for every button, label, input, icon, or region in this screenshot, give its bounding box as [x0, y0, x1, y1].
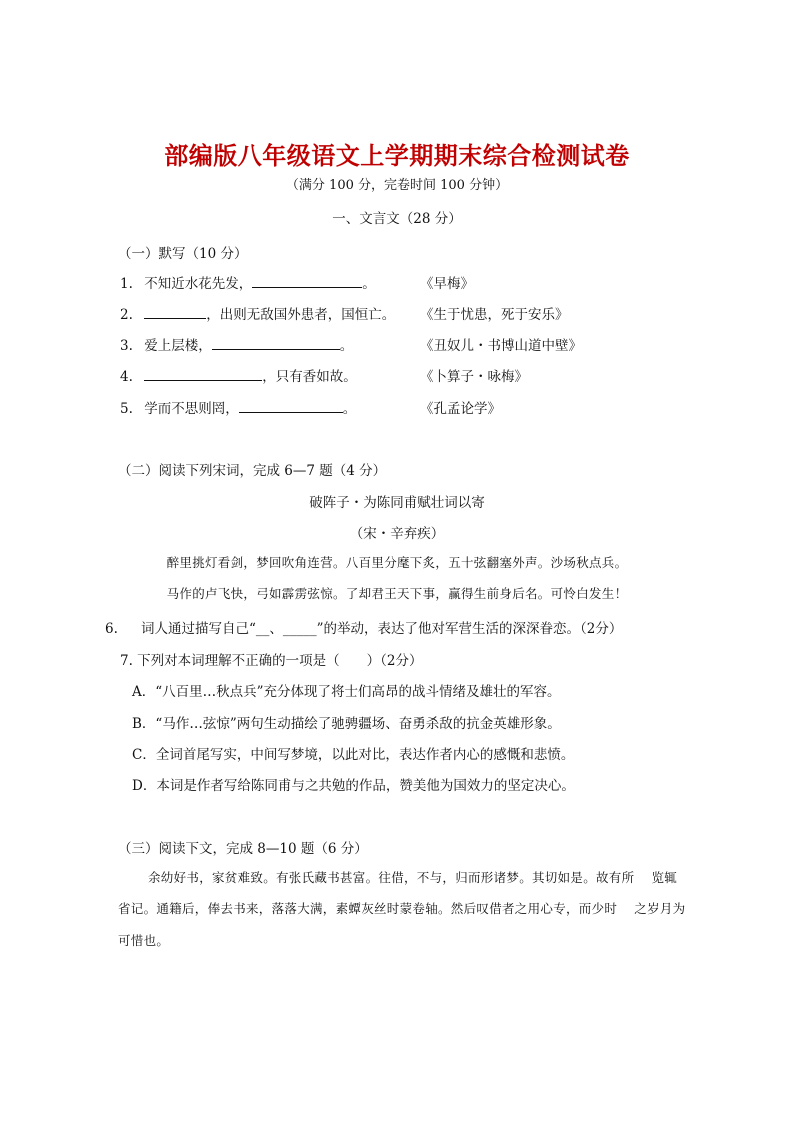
section-heading-classical-chinese: 一、文言文（28 分） — [332, 211, 462, 227]
question-3-source: 《丑奴儿・书博山道中壁》 — [420, 338, 582, 354]
option-c: C．全词首尾写实，中间写梦境，以此对比，表达作者内心的感慨和悲愤。 — [132, 747, 575, 763]
poem-author: （宋・辛弃疾） — [349, 526, 445, 542]
question-number: 2. — [120, 307, 133, 323]
question-4-source: 《卜算子・咏梅》 — [420, 369, 528, 385]
question-number: 4. — [120, 369, 133, 385]
exam-subtitle: （满分 100 分，完卷时间 100 分钟） — [285, 178, 509, 193]
question-number: 5. — [120, 401, 133, 417]
answer-blank[interactable] — [212, 335, 340, 350]
question-5 — [120, 397, 356, 417]
question-1-source: 《早梅》 — [420, 276, 474, 292]
question-4 — [120, 365, 357, 385]
question-6 — [105, 617, 622, 637]
question-2-source: 《生于忧患，死于安乐》 — [420, 307, 569, 323]
answer-blank[interactable] — [144, 304, 206, 319]
part3-heading: （三）阅读下文，完成 8—10 题（6 分） — [118, 841, 368, 857]
question-text-before: 不知近水花先发， — [144, 276, 253, 292]
question-6-text: 词人通过描写自己“__、_____”的举动，表达了他对军营生活的深深眷恋。（2分） — [141, 621, 623, 637]
option-d: D．本词是作者写给陈同甫与之共勉的作品，赞美他为国效力的坚定决心。 — [132, 778, 575, 794]
prose-line-2: 省记。通籍后，俸去书来，落落大满，素蟫灰丝时蒙卷轴。然后叹借者之用心专，而少时 之岁月为 — [118, 901, 686, 916]
answer-blank[interactable] — [239, 398, 343, 413]
question-5-source: 《孔孟论学》 — [420, 401, 501, 417]
question-text-after: 。 — [339, 338, 354, 354]
question-number: 3. — [120, 338, 133, 354]
answer-blank[interactable] — [252, 273, 362, 288]
question-3 — [120, 334, 353, 354]
part2-heading: （二）阅读下列宋词，完成 6—7 题（4 分） — [118, 463, 387, 479]
poem-line-1: 醉里挑灯看剑，梦回吹角连营。八百里分麾下炙，五十弦翻塞外声。沙场秋点兵。 — [166, 555, 628, 570]
question-text-after: 。 — [362, 276, 376, 292]
question-2 — [120, 303, 395, 323]
poem-line-2: 马作的卢飞快，弓如霹雳弦惊。了却君王天下事，赢得生前身后名。可怜白发生！ — [166, 586, 628, 601]
prose-line-1: 余幼好书，家贫难致。有张氏藏书甚富。往借，不与，归而形诸梦。其切如是。故有所 览辄 — [148, 870, 678, 885]
exam-title: 部编版八年级语文上学期期末综合检测试卷 — [164, 141, 630, 170]
question-text-after: ，出则无敌国外患者，国恒亡。 — [206, 307, 396, 323]
question-1 — [120, 272, 376, 292]
question-text-after: 。 — [342, 401, 357, 417]
question-number: 6. — [105, 621, 118, 637]
question-number: 1. — [120, 276, 133, 292]
poem-title: 破阵子・为陈同甫赋壮词以寄 — [309, 495, 485, 511]
question-text-before: 学而不思则罔， — [144, 401, 239, 417]
question-text-before: 爱上层楼， — [144, 338, 212, 354]
question-7: 7. 下列对本词理解不正确的一项是（ ）（2分） — [120, 653, 423, 669]
prose-line-3: 可惜也。 — [118, 933, 170, 948]
question-text-after: ，只有香如故。 — [262, 369, 357, 385]
option-b: B．“马作…弦惊”两句生动描绘了驰骋疆场、奋勇杀敌的抗金英雄形象。 — [132, 716, 561, 732]
option-a: A．“八百里…秋点兵”充分体现了将士们高昂的战斗情绪及雄壮的军容。 — [132, 684, 561, 700]
answer-blank[interactable] — [144, 366, 262, 381]
part1-heading: （一）默写（10 分） — [118, 246, 248, 262]
